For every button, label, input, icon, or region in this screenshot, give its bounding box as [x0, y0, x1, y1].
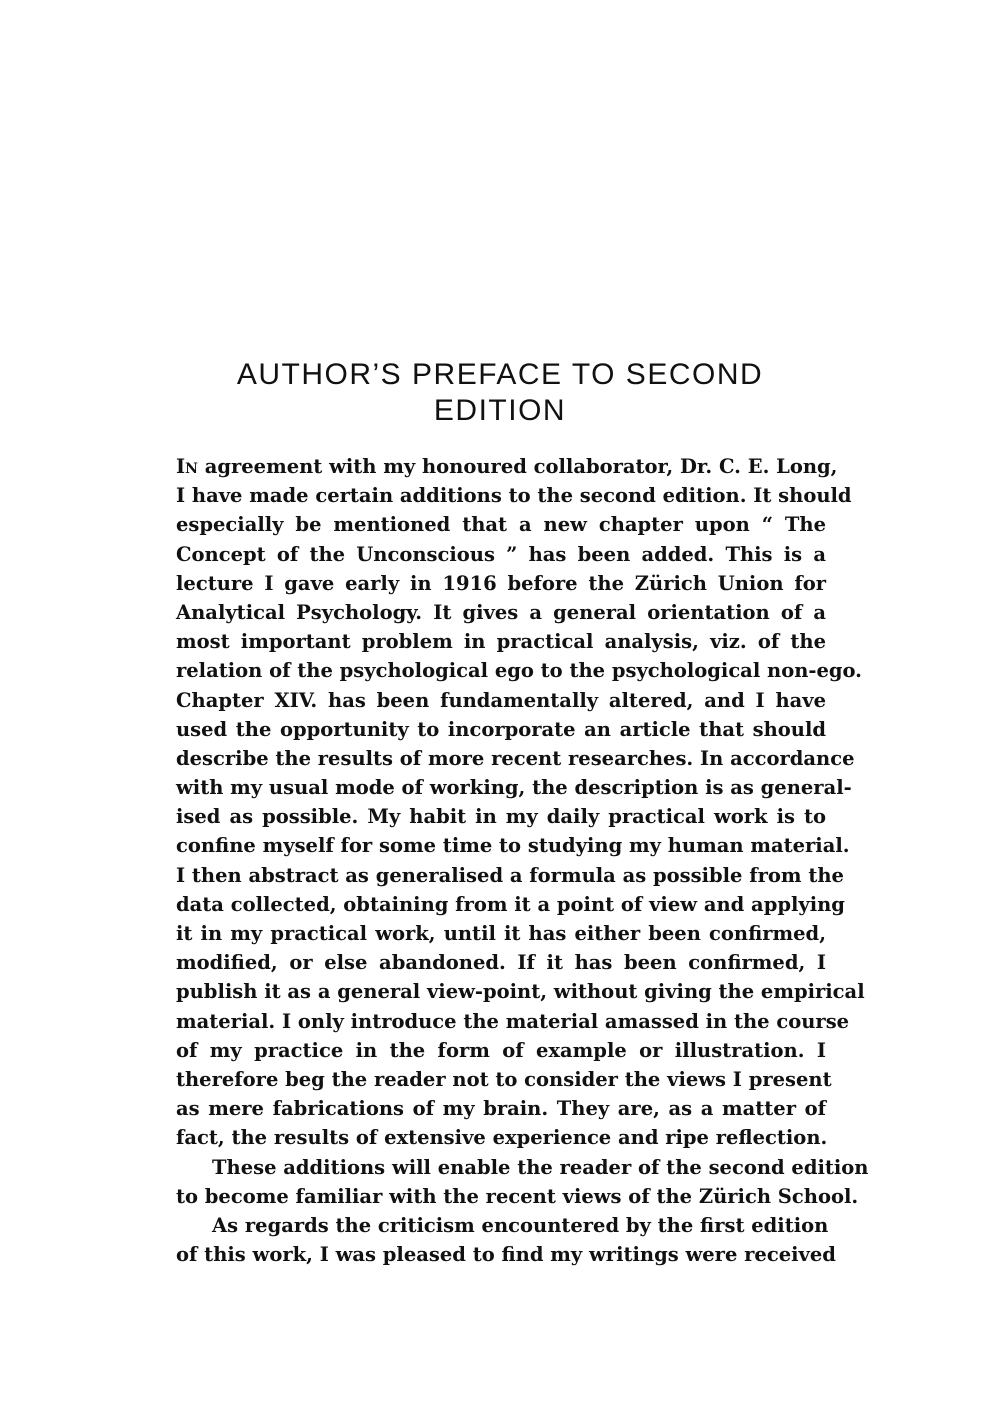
text-line: used the opportunity to incorporate an article that should [176, 717, 826, 741]
text-line: I then abstract as generalised a formula as possible from the [176, 863, 844, 887]
text-line: Concept of the Unconscious ” has been added. This is a [176, 542, 826, 566]
text-line: fact, the results of extensive experience and ripe reflection. [176, 1126, 828, 1150]
text-line: relation of the psychological ego to the psychological non-ego. [176, 659, 862, 683]
text-line: ised as possible. My habit in my daily practical work is to [176, 805, 826, 829]
text-line: modified, or else abandoned. If it has been confirmed, I [176, 951, 826, 975]
text-line: most important problem in practical analysis, viz. of the [176, 630, 826, 654]
text-line: therefore beg the reader not to consider the views I present [176, 1067, 832, 1091]
text-line: publish it as a general view-point, without giving the empirical [176, 980, 865, 1004]
text-line: Analytical Psychology. It gives a general orientation of a [176, 600, 826, 624]
text-line: especially be mentioned that a new chapter upon “ The [176, 513, 826, 537]
text-line: I have made certain additions to the second edition. It should [176, 484, 852, 508]
text-line: lecture I gave early in 1916 before the Zürich Union for [176, 571, 826, 595]
preface-title-line-1: AUTHOR’S PREFACE TO SECOND [236, 358, 764, 391]
text-line: as mere fabrications of my brain. They are, as a matter of [176, 1097, 826, 1121]
preface-body [176, 452, 869, 1269]
text-line: data collected, obtaining from it a point of view and applying [176, 892, 845, 916]
text-line: with my usual mode of working, the description is as general- [176, 776, 852, 800]
text-line: to become familiar with the recent views of the Zürich School. [176, 1184, 859, 1208]
preface-title-line-2: EDITION [433, 394, 567, 427]
drop-lead-word: In [176, 455, 198, 478]
text-line: confine myself for some time to studying my human material. [176, 834, 850, 858]
text-line: Chapter XIV. has been fundamentally altered, and I have [176, 688, 826, 712]
text-line: describe the results of more recent researches. In accordance [176, 746, 855, 770]
text-line: it in my practical work, until it has either been confirmed, [176, 922, 826, 945]
text-line: of my practice in the form of example or illustration. I [176, 1038, 826, 1062]
text-line: These additions will enable the reader of the second edition [212, 1155, 869, 1179]
text-line: of this work, I was pleased to find my writings were received [176, 1243, 836, 1267]
text-line: In agreement with my honoured collaborator, Dr. C. E. Long, [176, 455, 838, 478]
text-line: material. I only introduce the material amassed in the course [176, 1009, 850, 1033]
text-line: As regards the criticism encountered by the first edition [212, 1213, 829, 1237]
